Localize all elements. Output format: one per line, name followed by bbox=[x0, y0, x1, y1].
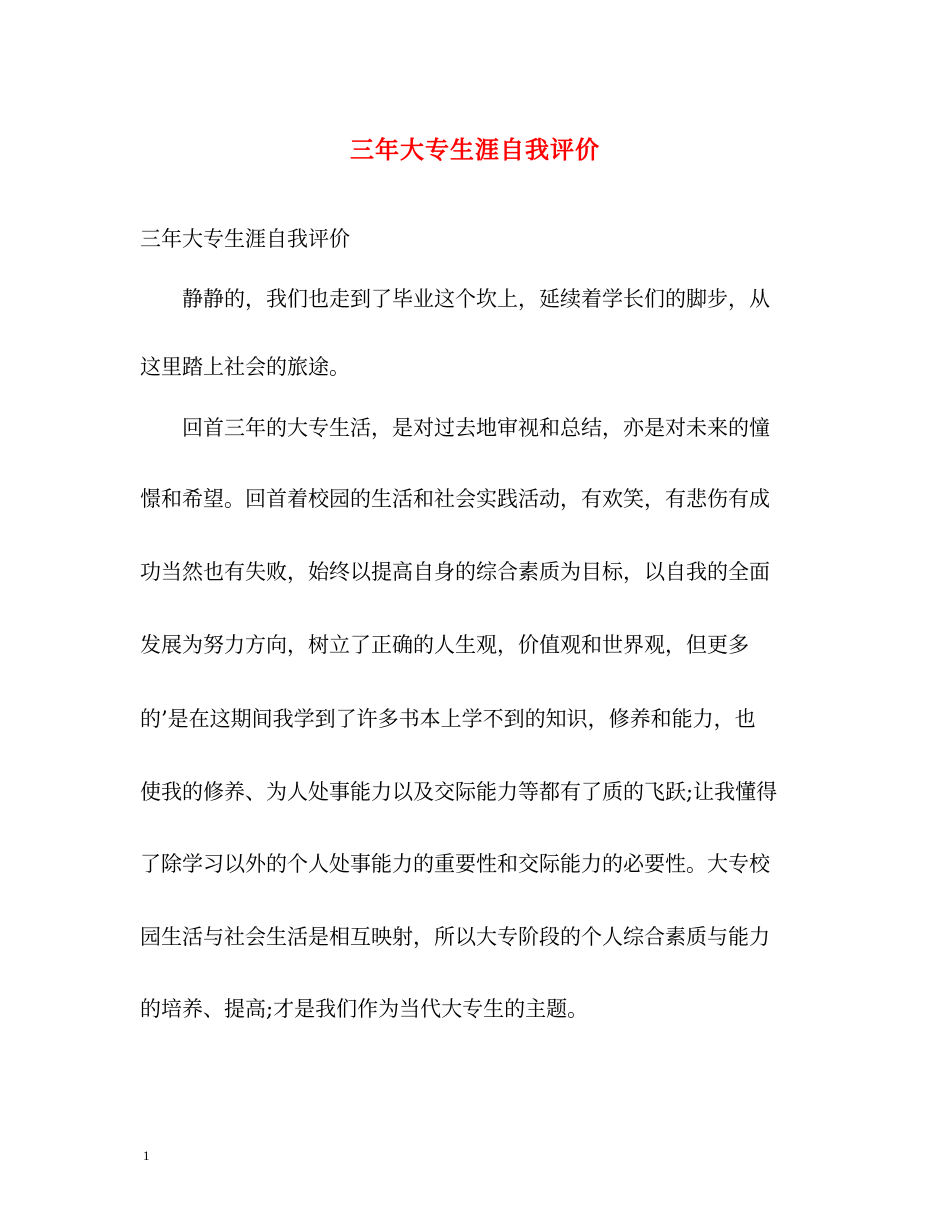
document-title: 三年大专生涯自我评价 bbox=[350, 135, 600, 164]
paragraph-line: 这里踏上社会的旅途。 bbox=[140, 355, 350, 379]
paragraph-line: 的培养、提高;才是我们作为当代大专生的主题。 bbox=[140, 997, 589, 1021]
paragraph-line: 静静的，我们也走到了毕业这个坎上，延续着学长们的脚步，从 bbox=[182, 287, 770, 311]
document-subtitle: 三年大专生涯自我评价 bbox=[140, 227, 350, 251]
paragraph-line: 的’是在这期间我学到了许多书本上学不到的知识，修养和能力，也 bbox=[140, 707, 756, 731]
paragraph-line: 园生活与社会生活是相互映射，所以大专阶段的个人综合素质与能力 bbox=[140, 925, 770, 949]
paragraph-line: 憬和希望。回首着校园的生活和社会实践活动，有欢笑，有悲伤有成 bbox=[140, 487, 770, 511]
paragraph-line: 了除学习以外的个人处事能力的重要性和交际能力的必要性。大专校 bbox=[140, 852, 770, 876]
page-number: 1 bbox=[143, 1148, 150, 1163]
paragraph-line: 回首三年的大专生活，是对过去地审视和总结，亦是对未来的憧 bbox=[182, 416, 770, 440]
paragraph-line: 功当然也有失败，始终以提高自身的综合素质为目标，以自我的全面 bbox=[140, 560, 770, 584]
paragraph-line: 发展为努力方向，树立了正确的人生观，价值观和世界观，但更多 bbox=[140, 633, 749, 657]
paragraph-line: 使我的修养、为人处事能力以及交际能力等都有了质的飞跃;让我懂得 bbox=[140, 780, 778, 804]
